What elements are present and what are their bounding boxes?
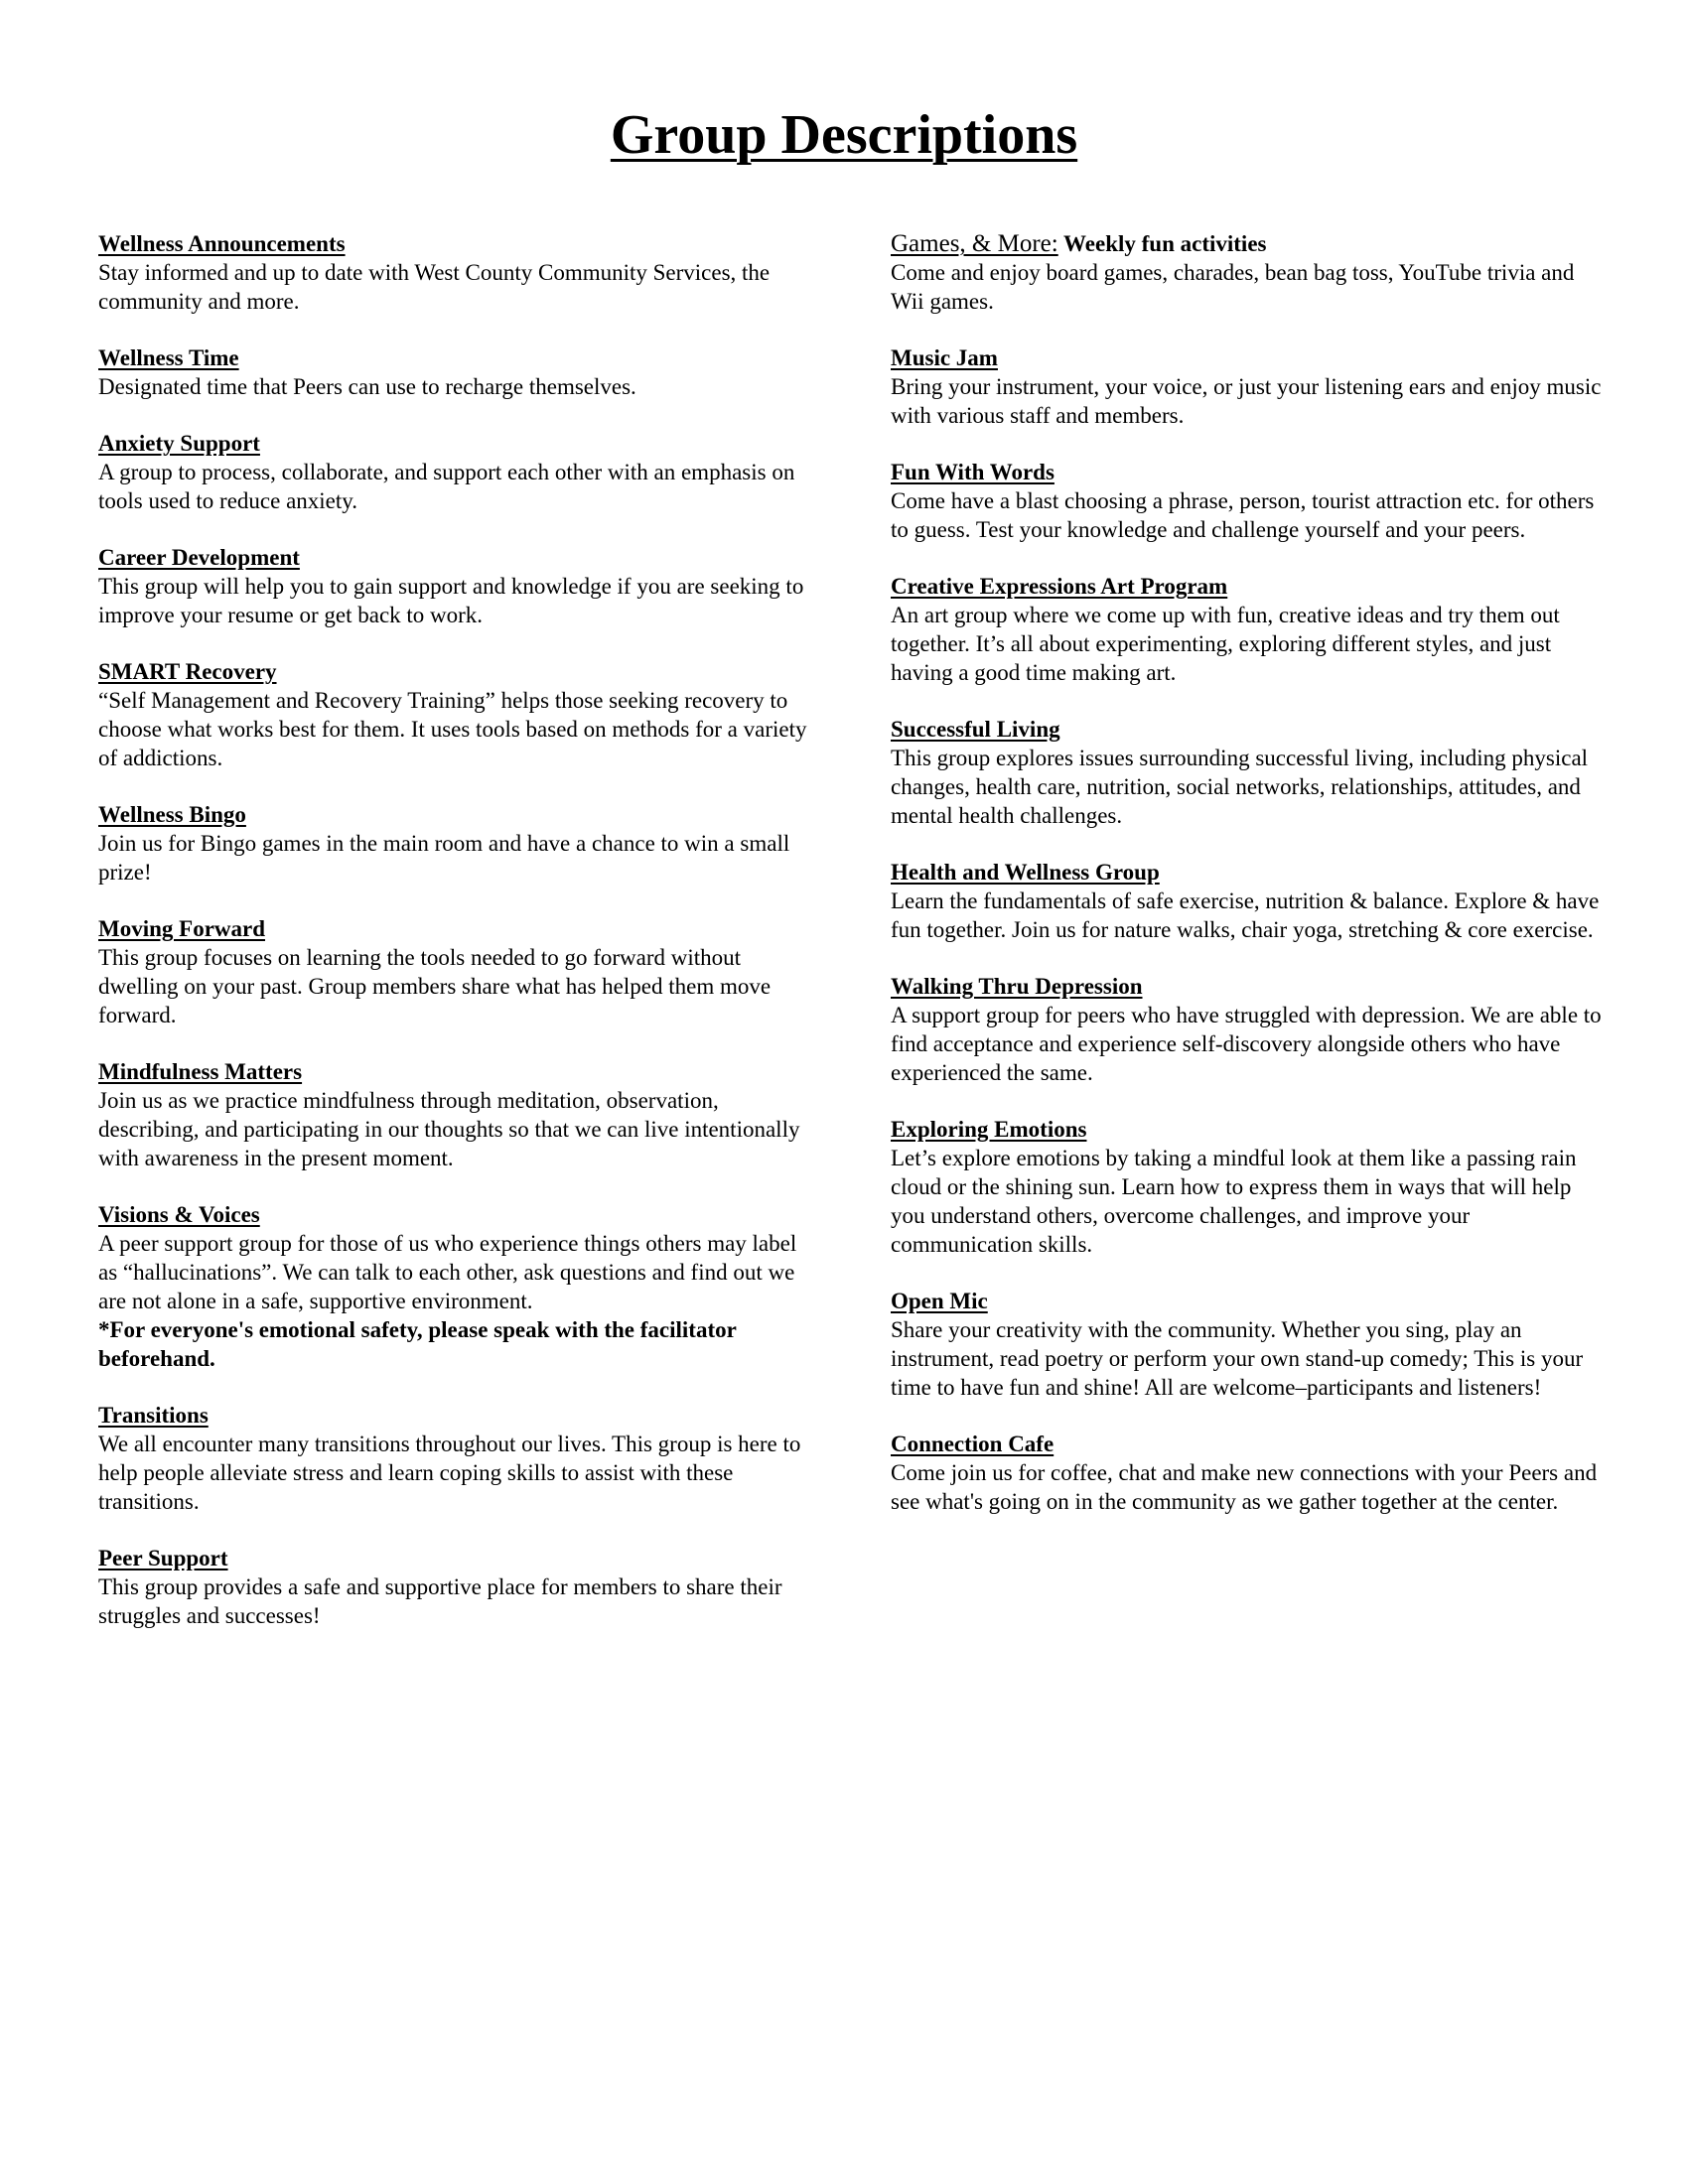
group-title: Open Mic: [891, 1289, 988, 1313]
group-description: An art group where we come up with fun, creative ideas and try them out together. It’s all about experimenting, exploring different styles, and just having a good time making art.: [891, 603, 1560, 685]
group-title: Successful Living: [891, 717, 1060, 742]
group-description: This group explores issues surrounding successful living, including physical changes, health care, nutrition, social networks, relationships, attitudes, and mental health challenges.: [891, 746, 1589, 828]
group-title: Moving Forward: [98, 916, 266, 941]
group-title: Mindfulness Matters: [98, 1059, 303, 1084]
group-description: Share your creativity with the community. Whether you sing, play an instrument, read poetry or perform your own stand-up comedy; This is your time to have fun and shine! All are welcome–participants and listeners!: [891, 1317, 1584, 1400]
group-wellness-bingo: [98, 801, 813, 887]
page-title: Group Descriptions: [610, 104, 1078, 166]
group-description: Bring your instrument, your voice, or just your listening ears and enjoy music with various staff and members.: [891, 374, 1602, 428]
group-description: A peer support group for those of us who experience things others may label as “hallucinations”. We can talk to each other, ask questions and find out we are not alone in a safe, supportive environment.: [98, 1231, 797, 1313]
group-description: This group focuses on learning the tools needed to go forward without dwelling on your past. Group members share what has helped them move forward.: [98, 945, 772, 1027]
right-column: [891, 230, 1606, 1545]
group-title: Creative Expressions Art Program: [891, 574, 1228, 599]
group-description: Stay informed and up to date with West County Community Services, the community and more.: [98, 260, 771, 314]
group-description: Come and enjoy board games, charades, bean bag toss, YouTube trivia and Wii games.: [891, 260, 1575, 314]
group-description: Let’s explore emotions by taking a mindful look at them like a passing rain cloud or the shining sun. Learn how to express them in ways that will help you understand others, overcome challenges, and improve your communication skills.: [891, 1146, 1577, 1257]
group-wellness-time: [98, 344, 813, 401]
group-smart-recovery: [98, 658, 813, 772]
group-title: Fun With Words: [891, 460, 1055, 484]
group-description: Join us as we practice mindfulness through meditation, observation, describing, and participating in our thoughts so that we can live intentionally with awareness in the present moment.: [98, 1088, 800, 1170]
group-title: SMART Recovery: [98, 659, 277, 684]
group-title: Music Jam: [891, 345, 998, 370]
group-creative-expressions: [891, 573, 1606, 687]
group-title-suffix: Weekly fun activities: [1057, 231, 1267, 256]
group-connection-cafe: [891, 1431, 1606, 1516]
group-moving-forward: [98, 915, 813, 1029]
group-wellness-announcements: [98, 230, 813, 316]
group-description: Learn the fundamentals of safe exercise, nutrition & balance. Explore & have fun together. Join us for nature walks, chair yoga, stretching & core exercise.: [891, 888, 1600, 942]
group-title: Visions & Voices: [98, 1202, 260, 1227]
group-title: Peer Support: [98, 1546, 228, 1570]
left-column: [98, 230, 813, 1659]
group-successful-living: [891, 716, 1606, 830]
group-mindfulness-matters: [98, 1058, 813, 1172]
group-title: [891, 230, 1606, 258]
group-description: “Self Management and Recovery Training” helps those seeking recovery to choose what works best for them. It uses tools based on methods for a variety of addictions.: [98, 688, 807, 770]
group-title: Wellness Bingo: [98, 802, 246, 827]
safety-note: *For everyone's emotional safety, please speak with the facilitator beforehand.: [98, 1317, 737, 1371]
group-open-mic: [891, 1288, 1606, 1402]
group-exploring-emotions: [891, 1116, 1606, 1259]
group-fun-with-words: [891, 459, 1606, 544]
group-description: This group provides a safe and supportive place for members to share their struggles and successes!: [98, 1574, 782, 1628]
group-walking-thru-depression: [891, 973, 1606, 1087]
group-description: Join us for Bingo games in the main room and have a chance to win a small prize!: [98, 831, 790, 885]
group-title: Health and Wellness Group: [891, 860, 1160, 885]
group-description: We all encounter many transitions throughout our lives. This group is here to help people alleviate stress and learn coping skills to assist with these transitions.: [98, 1432, 801, 1514]
group-description: A group to process, collaborate, and support each other with an emphasis on tools used to reduce anxiety.: [98, 460, 795, 513]
group-title: Career Development: [98, 545, 300, 570]
group-transitions: [98, 1402, 813, 1516]
group-health-wellness: [891, 859, 1606, 944]
group-title: Anxiety Support: [98, 431, 260, 456]
group-games-more: [891, 230, 1606, 316]
group-peer-support: [98, 1545, 813, 1630]
group-title: Transitions: [98, 1403, 209, 1428]
group-visions-voices: [98, 1201, 813, 1373]
group-description: This group will help you to gain support and knowledge if you are seeking to improve your resume or get back to work.: [98, 574, 804, 627]
group-description: Come have a blast choosing a phrase, person, tourist attraction etc. for others to guess. Test your knowledge and challenge yourself and your peers.: [891, 488, 1595, 542]
group-title: Wellness Time: [98, 345, 239, 370]
group-career-development: [98, 544, 813, 629]
group-music-jam: [891, 344, 1606, 430]
group-title-main: Games, & More:: [891, 230, 1058, 257]
group-title: Exploring Emotions: [891, 1117, 1087, 1142]
group-title: Wellness Announcements: [98, 231, 346, 256]
group-description: Come join us for coffee, chat and make new connections with your Peers and see what's going on in the community as we gather together at the center.: [891, 1460, 1598, 1514]
group-description: Designated time that Peers can use to recharge themselves.: [98, 374, 636, 399]
group-description: A support group for peers who have struggled with depression. We are able to find acceptance and experience self-discovery alongside others who have experienced the same.: [891, 1003, 1602, 1085]
group-anxiety-support: [98, 430, 813, 515]
group-title: Walking Thru Depression: [891, 974, 1143, 999]
group-title: Connection Cafe: [891, 1432, 1055, 1456]
